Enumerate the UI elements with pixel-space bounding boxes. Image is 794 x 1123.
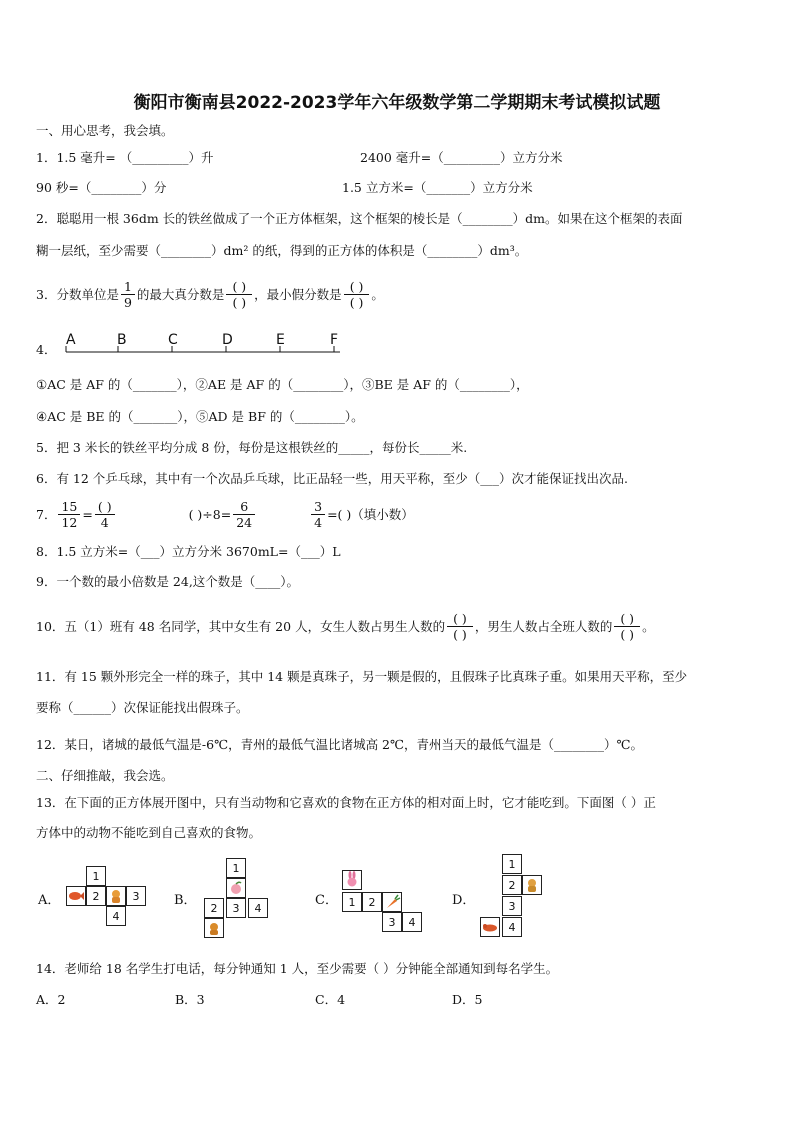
answer-fraction-blank (447, 611, 473, 642)
fraction-6-24 (233, 499, 255, 530)
cube-net-c (342, 870, 430, 934)
section-1-heading: 一、用心思考，我会填。 (36, 123, 174, 138)
question-1a: 1．1.5 毫升= （_________）升 (36, 150, 214, 165)
net-cell-4: 4 (248, 898, 268, 918)
question-6: 6．有 12 个乒乓球，其中有一个次品乒乓球，比正品轻一些，用天平称，至少（___）次才能保证找出次品. (36, 471, 629, 486)
net-cell-2: 2 (362, 892, 382, 912)
equals-sign: = (82, 506, 93, 522)
net-cell-2: 2 (204, 898, 224, 918)
cat-icon (106, 886, 126, 906)
bone-icon (480, 917, 500, 937)
question-3-text-c: ，最小假分数是 (254, 287, 342, 302)
dog-icon (522, 875, 542, 895)
point-f-label: F (330, 332, 339, 348)
option-d-label: D． (452, 893, 476, 908)
answer-fraction-blank (614, 611, 640, 642)
blank-numerator: ( ) (344, 279, 370, 295)
question-5: 5．把 3 米长的铁丝平均分成 8 份，每份是这根铁丝的_____，每份长_____米. (36, 440, 468, 455)
question-10-text-a: 10．五（1）班有 48 名同学，其中女生有 20 人，女生人数占男生人数的 (36, 619, 446, 634)
blank-denominator: ( ) (232, 294, 247, 310)
question-7-number: 7． (36, 507, 57, 522)
question-3-text-b: 的最大真分数是 (136, 287, 225, 302)
option-a-label: A． (38, 893, 61, 908)
net-cell-2: 2 (86, 886, 106, 906)
question-9: 9．一个数的最小倍数是 24,这个数是（____）。 (36, 574, 300, 589)
net-cell-1: 1 (342, 892, 362, 912)
net-cell-3: 3 (502, 896, 522, 916)
cube-net-b (204, 858, 274, 942)
question-14: 14．老师给 18 名学生打电话，每分钟通知 1 人，至少需要（ ）分钟能全部通知到每名学生。 (36, 961, 559, 976)
answer-fraction-blank (344, 279, 370, 310)
fraction-one-ninth (121, 279, 135, 310)
blank-numerator: ( ) (614, 611, 640, 627)
blank-denominator: ( ) (620, 626, 635, 642)
question-13-line1: 13．在下面的正方体展开图中，只有当动物和它喜欢的食物在正方体的相对面上时，它才能吃到。下面图（ ）正 (36, 795, 656, 810)
question-2-line2: 糊一层纸，至少需要（________）dm² 的纸，得到的正方体的体积是（________）dm³。 (36, 243, 528, 258)
option-d: D．5 (452, 992, 483, 1007)
fraction-numerator: 15 (58, 499, 80, 515)
question-7-part2: ( )÷8= (188, 506, 232, 522)
question-3-text-a: 3．分数单位是 (36, 287, 119, 302)
point-e-label: E (276, 332, 285, 348)
peach-icon (226, 878, 246, 898)
option-c-label: C． (315, 893, 338, 908)
option-b: B．3 (175, 992, 205, 1007)
question-10-end: 。 (642, 619, 655, 634)
segment-point-labels (66, 332, 356, 352)
answer-fraction-blank (226, 279, 252, 310)
question-13-line2: 方体中的动物不能吃到自己喜欢的食物。 (36, 825, 262, 840)
fraction-numerator: ( ) (95, 499, 115, 515)
net-cell-4: 4 (106, 906, 126, 926)
page-title: 衡阳市衡南县2022-2023学年六年级数学第二学期期末考试模拟试题 (133, 93, 661, 113)
question-3 (36, 274, 384, 314)
fraction-denominator: 12 (61, 514, 78, 530)
blank-numerator: ( ) (226, 279, 252, 295)
fraction-numerator: 1 (121, 279, 135, 295)
question-4-line2: ④AC 是 BE 的（_______），⑤AD 是 BF 的（________）。 (36, 409, 364, 424)
net-cell-3: 3 (226, 898, 246, 918)
question-11-line1: 11．有 15 颗外形完全一样的珠子，其中 14 颗是真珠子，另一颗是假的，且假珠子比真珠子重。如果用天平称，至少 (36, 669, 688, 684)
question-2-line1: 2．聪聪用一根 36dm 长的铁丝做成了一个正方体框架，这个框架的棱长是（________）dm。如果在这个框架的表面 (36, 211, 683, 226)
net-cell-4: 4 (402, 912, 422, 932)
net-cell-3: 3 (126, 886, 146, 906)
question-10 (36, 606, 655, 646)
fraction-denominator: 4 (314, 514, 323, 530)
fish-icon (66, 886, 86, 906)
net-cell-1: 1 (502, 854, 522, 874)
fraction-numerator: 3 (311, 499, 325, 515)
question-4-number: 4． (36, 342, 57, 357)
question-10-text-b: ，男生人数占全班人数的 (474, 619, 613, 634)
option-b-label: B． (174, 893, 197, 908)
question-1c: 90 秒=（________）分 (36, 180, 167, 195)
point-b-label: B (117, 332, 127, 348)
question-7-part3: =( )（填小数） (327, 507, 414, 522)
blank-numerator: ( ) (447, 611, 473, 627)
question-7 (36, 494, 414, 534)
blank-denominator: ( ) (453, 626, 467, 642)
net-cell-1: 1 (226, 858, 246, 878)
section-2-heading: 二、仔细推敲，我会选。 (36, 768, 174, 783)
fraction-denominator: 24 (236, 514, 253, 530)
option-a: A．2 (36, 992, 66, 1007)
question-1b: 2400 毫升=（_________）立方分米 (360, 150, 563, 165)
monkey-icon (204, 918, 224, 938)
question-11-line2: 要称（______）次保证能找出假珠子。 (36, 700, 249, 715)
fraction-denominator: 4 (100, 514, 109, 530)
point-c-label: C (168, 332, 178, 348)
fraction-denominator: 9 (123, 294, 132, 310)
point-a-label: A (66, 332, 76, 348)
fraction-3-4 (311, 499, 325, 530)
question-1d: 1.5 立方米=（_______）立方分米 (342, 180, 533, 195)
blank-denominator: ( ) (349, 294, 364, 310)
fraction-numerator: 6 (233, 499, 255, 515)
carrot-icon (382, 892, 402, 912)
question-3-text-end: 。 (371, 287, 384, 302)
question-12: 12．某日，诸城的最低气温是-6℃，青州的最低气温比诸城高 2℃，青州当天的最低气温是（________）℃。 (36, 737, 643, 752)
fraction-blank-over-4 (95, 499, 115, 530)
net-cell-4: 4 (502, 917, 522, 937)
cube-net-d (480, 854, 550, 940)
net-cell-1: 1 (86, 866, 106, 886)
net-cell-2: 2 (502, 875, 522, 895)
rabbit-icon (342, 870, 362, 890)
question-4-line1: ①AC 是 AF 的（_______），②AE 是 AF 的（________），③BE 是 AF 的（________）， (36, 377, 529, 392)
point-d-label: D (222, 332, 233, 348)
fraction-15-12 (58, 499, 80, 530)
cube-net-a (66, 866, 154, 930)
option-c: C．4 (315, 992, 346, 1007)
net-cell-3: 3 (382, 912, 402, 932)
question-8: 8．1.5 立方米=（___）立方分米 3670mL=（___）L (36, 544, 341, 559)
